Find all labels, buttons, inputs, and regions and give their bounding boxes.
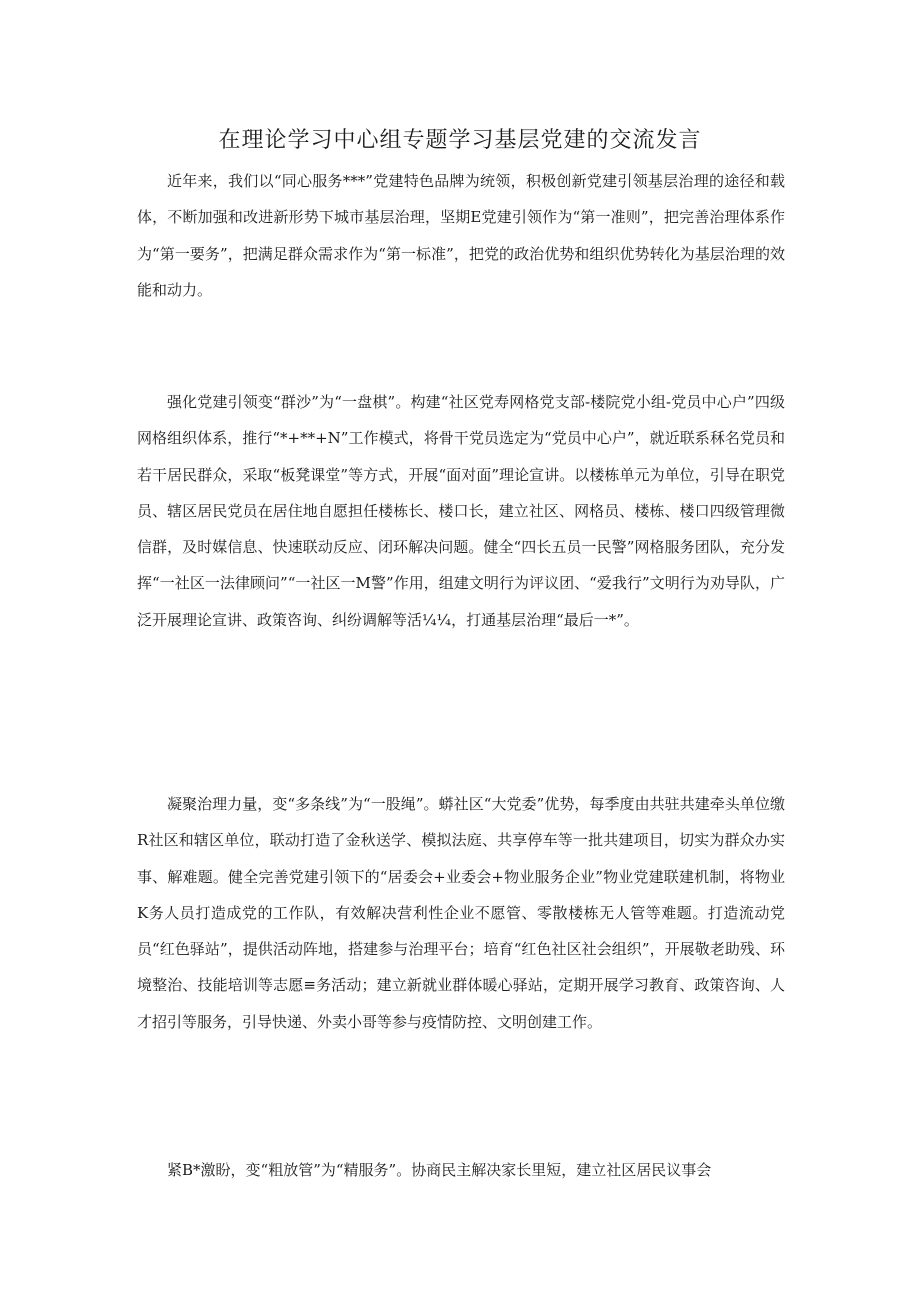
paragraph-2: 强化党建引领变“群沙”为“一盘棋”。构建“社区党寿网格党支部-楼院党小组-党员中心户”四级网格组织体系，推行“*+**+N”工作模式，将骨干党员选定为“党员中心户”，就近联系秝名党员和若干居民群众，采取“板凳课堂”等方式，开展“面对面”理论宣讲。以楼栋单元为单位，引导在职党员、辖区居民党员在居住地自愿担任楼栋长、楼口长，建立社区、网格员、楼栋、楼口四级管理微信群，及时媒信息、快速联动反应、闭环解决问题。健全“四长五员一民警”网格服务团队，充分发挥“一社区一法律顾问”“一社区一M警”作用，组建文明行为评议团、“爱我行”文明行为劝导队，广泛开展理论宣讲、政策咨询、纠纷调解等活¼¼，打通基层治理“最后一*”。 — [137, 393, 785, 629]
paragraph-4: 紧B*激盼，变“粗放管”为“精服务”。协商民主解决家长里短，建立社区居民议事会 — [167, 1161, 712, 1179]
paragraph-1: 近年来，我们以“同心服务***”党建特色品牌为统领，积极创新党建引领基层治理的途径和载体，不断加强和改进新形势下城市基层治理，坚期E党建引领作为“第一准则”，把完善治理体系作为“第一要务”，把满足群众需求作为“第一标准”，把党的政治优势和组织优势转化为基层治理的效能和动力。 — [137, 172, 785, 299]
paragraph-3: 凝聚治理力量，变“多条线”为“一股绳”。蟒社区“大党委”优势，每季度由共驻共建牵头单位缴R社区和辖区单位，联动打造了金秋送学、模拟法庭、共享停车等一批共建项目，切实为群众办实事、解难题。健全完善党建引领下的“居委会+业委会+物业服务企业”物业党建联建机制，将物业K务人员打造成党的工作队，有效解决营利性企业不愿管、零散楼栋无人管等难题。打造流动党员“红色驿站”，提供活动阵地，搭建参与治理平台；培育“红色社区社会组织”，开展敬老助残、环境整治、技能培训等志愿≡务活动；建立新就业群体暖心驿站，定期开展学习教育、政策咨询、人才招引等服务，引导快递、外卖小哥等参与疫情防控、文明创建工作。 — [137, 795, 785, 1031]
document-title: 在理论学习中心组专题学习基层党建的交流发言 — [218, 128, 702, 153]
